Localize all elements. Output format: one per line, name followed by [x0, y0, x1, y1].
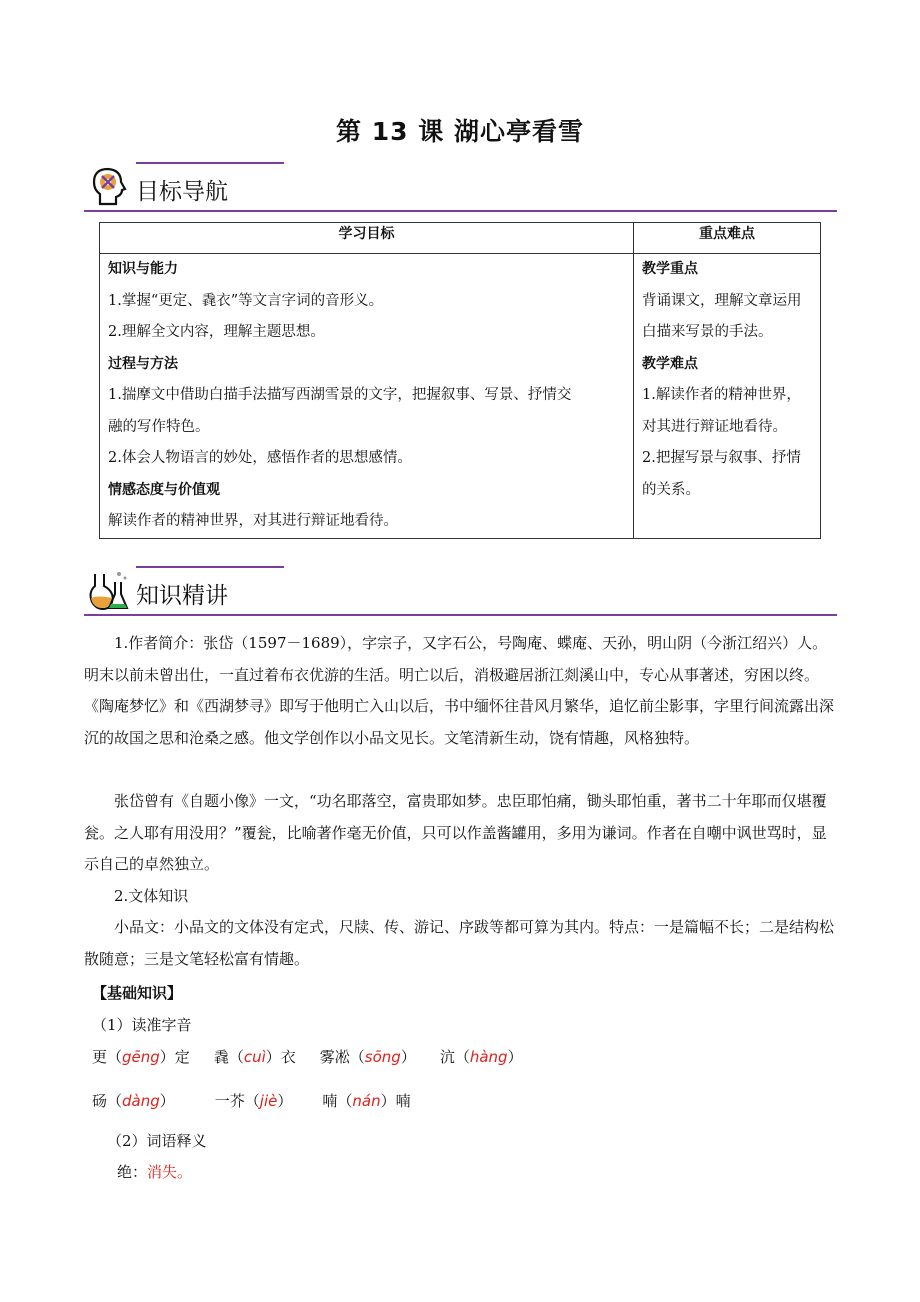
table-header-row	[100, 223, 821, 254]
pinyin-char: 更（	[92, 1048, 123, 1066]
genre-heading: 2.文体知识	[114, 887, 189, 905]
pinyin-char: ）定	[159, 1048, 190, 1066]
self-portrait-paragraph: 张岱曾有《自题小像》一文，“功名耶落空，富贵耶如梦。忠臣耶怕痛，锄头耶怕重，著书二十年耶而仅堪覆瓮。之人耶有用没用？”覆瓮，比喻著作毫无价值，只可以作盖酱罐用，多用为谦词。作者在自嘲中讽世骂时，显示自己的卓然独立。	[84, 792, 827, 873]
cell-text: 对其进行辩证地看待。	[642, 418, 787, 435]
cell-subheading: 知识与能力	[108, 261, 178, 277]
pinyin-char: ）喃	[380, 1092, 411, 1110]
key-points-cell	[634, 254, 821, 539]
pinyin-item	[92, 1090, 175, 1111]
cell-subheading: 过程与方法	[108, 355, 178, 372]
pinyin-item	[320, 1046, 416, 1067]
pinyin-char: ）	[400, 1048, 416, 1066]
definition-value: 消失。	[147, 1163, 193, 1181]
cell-text: 融的写作特色。	[108, 418, 210, 435]
pinyin-item	[322, 1090, 410, 1111]
section-header-knowledge	[84, 566, 837, 616]
cell-text: 背诵课文，理解文章运用	[642, 292, 802, 309]
learning-goals-cell	[100, 254, 634, 539]
cell-text: 的关系。	[642, 481, 700, 498]
pinyin-char: 喃（	[322, 1092, 353, 1110]
cell-text: 1.解读作者的精神世界，	[642, 387, 801, 403]
pinyin-reading: jiè	[259, 1092, 278, 1110]
cell-text: 2.理解全文内容，理解主题思想。	[108, 324, 325, 340]
pinyin-char: 雾凇（	[319, 1048, 365, 1066]
pinyin-item	[440, 1046, 523, 1067]
page-title: 第 13 课 湖心亭看雪	[336, 117, 584, 146]
pinyin-char: 沆（	[439, 1048, 470, 1066]
pinyin-reading: cuì	[243, 1048, 266, 1066]
column-header: 重点难点	[634, 223, 821, 254]
pinyin-char: 毳（	[213, 1048, 244, 1066]
pinyin-char: ）	[507, 1048, 523, 1066]
pinyin-item	[215, 1090, 293, 1111]
section-header-goals	[84, 162, 837, 212]
cell-subheading: 情感态度与价值观	[108, 481, 220, 498]
author-intro-paragraph: 1.作者简介：张岱（1597－1689），字宗子，又字石公，号陶庵、蝶庵、天孙，明山阴（今浙江绍兴）人。明末以前未曾出仕，一直过着布衣优游的生活。明亡以后，消极避居浙江剡溪山中，专心从事著述，穷困以终。《陶庵梦忆》和《西湖梦寻》即写于他明亡入山以后，书中缅怀往昔风月繁华，追忆前尘影事，字里行间流露出深沉的故国之思和沧桑之感。他文学创作以小品文见长。文笔清新生动，饶有情趣，风格独特。	[84, 634, 835, 747]
pinyin-reading: hàng	[469, 1048, 508, 1066]
definition-item	[117, 1161, 192, 1182]
flask-icon	[86, 568, 130, 612]
cell-text: 白描来写景的手法。	[642, 324, 773, 340]
pinyin-reading: nán	[352, 1092, 381, 1110]
cell-text: 1.掌握“更定、毳衣”等文言字词的音形义。	[108, 292, 384, 309]
cell-subheading: 教学重点	[642, 261, 698, 277]
header-accent-line	[136, 162, 284, 164]
pinyin-char: 一芥（	[214, 1092, 260, 1110]
section-title: 目标导航	[136, 179, 228, 205]
genre-paragraph: 小品文：小品文的文体没有定式，尺牍、传、游记、序跋等都可算为其内。特点：一是篇幅不长；二是结构松散随意；三是文笔轻松富有情趣。	[84, 918, 835, 968]
pinyin-reading: dàng	[122, 1092, 160, 1110]
pinyin-char: ）衣	[265, 1048, 296, 1066]
definition-subheading: （2）词语释义	[107, 1132, 207, 1150]
pinyin-reading: sōng	[364, 1048, 401, 1066]
cell-text: 解读作者的精神世界，对其进行辩证地看待。	[108, 513, 398, 529]
head-gear-icon	[86, 164, 130, 208]
pronunciation-subheading: （1）读准字音	[92, 1016, 192, 1034]
section-title: 知识精讲	[136, 583, 228, 609]
basic-knowledge-heading: 【基础知识】	[92, 984, 183, 1002]
pinyin-item	[214, 1046, 296, 1067]
pinyin-char: ）	[277, 1092, 293, 1110]
section-divider	[84, 614, 837, 616]
pinyin-char: ）	[159, 1092, 175, 1110]
cell-text: 1.揣摩文中借助白描手法描写西湖雪景的文字，把握叙事、写景、抒情交	[108, 387, 572, 403]
pinyin-reading: gēng	[122, 1048, 160, 1066]
column-header: 学习目标	[100, 223, 634, 254]
pinyin-char: 砀（	[92, 1092, 123, 1110]
pinyin-row	[92, 1046, 523, 1067]
goals-table	[99, 222, 821, 539]
section-divider	[84, 210, 837, 212]
header-accent-line	[136, 566, 284, 568]
pinyin-item	[92, 1046, 190, 1067]
cell-text: 2.体会人物语言的妙处，感悟作者的思想感情。	[108, 450, 412, 466]
definition-term: 绝：	[117, 1163, 148, 1181]
cell-text: 2.把握写景与叙事、抒情	[642, 450, 801, 466]
pinyin-row	[92, 1090, 411, 1111]
table-row	[100, 254, 821, 539]
cell-subheading: 教学难点	[642, 355, 698, 372]
